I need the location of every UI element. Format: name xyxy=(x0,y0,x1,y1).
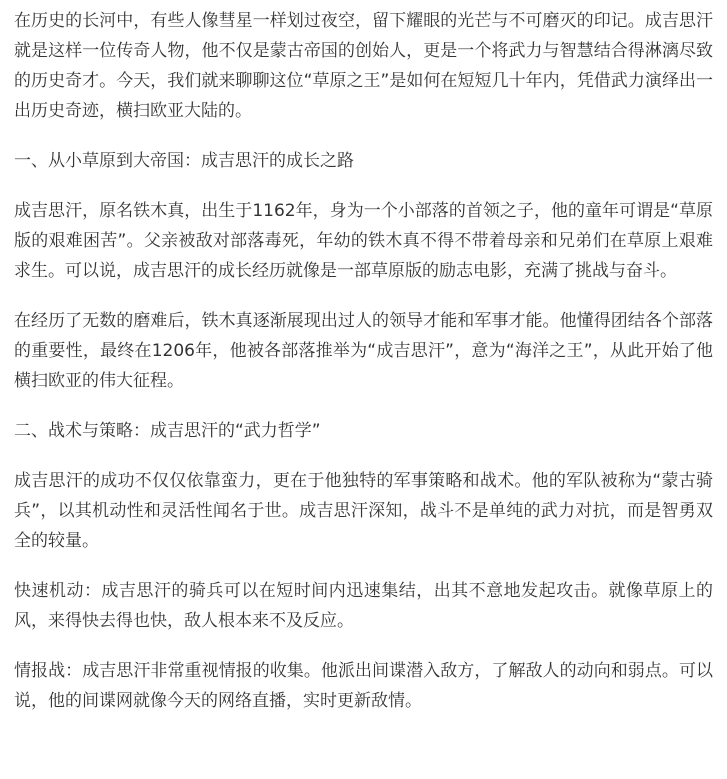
paragraph-mobility: 快速机动：成吉思汗的骑兵可以在短时间内迅速集结，出其不意地发起攻击。就像草原上的风，来得快去得也快，敌人根本来不及反应。 xyxy=(14,581,713,631)
paragraph-rise: 在经历了无数的磨难后，铁木真逐渐展现出过人的领导才能和军事才能。他懂得团结各个部落的重要性，最终在1206年，他被各部落推举为“成吉思汗”，意为“海洋之王”，从此开始了他横扫欧亚的伟大征程。 xyxy=(14,311,713,391)
section-heading-growth: 一、从小草原到大帝国：成吉思汗的成长之路 xyxy=(14,151,354,171)
section-heading-tactics: 二、战术与策略：成吉思汗的“武力哲学” xyxy=(14,421,321,441)
intro-paragraph: 在历史的长河中，有些人像彗星一样划过夜空，留下耀眼的光芒与不可磨灭的印记。成吉思汗就是这样一位传奇人物，他不仅是蒙古帝国的创始人，更是一个将武力与智慧结合得淋漓尽致的历史奇才。今天，我们就来聊聊这位“草原之王”是如何在短短几十年内，凭借武力演绎出一出历史奇迹，横扫欧亚大陆的。 xyxy=(14,11,713,121)
paragraph-strategy: 成吉思汗的成功不仅仅依靠蛮力，更在于他独特的军事策略和战术。他的军队被称为“蒙古骑兵”，以其机动性和灵活性闻名于世。成吉思汗深知，战斗不是单纯的武力对抗，而是智勇双全的较量。 xyxy=(14,471,713,551)
paragraph-intelligence: 情报战：成吉思汗非常重视情报的收集。他派出间谍潜入敌方，了解敌人的动向和弱点。可以说，他的间谍网就像今天的网络直播，实时更新敌情。 xyxy=(14,661,713,711)
paragraph-childhood: 成吉思汗，原名铁木真，出生于1162年，身为一个小部落的首领之子，他的童年可谓是“草原版的艰难困苦”。父亲被敌对部落毒死，年幼的铁木真不得不带着母亲和兄弟们在草原上艰难求生。可以说，成吉思汗的成长经历就像是一部草原版的励志电影，充满了挑战与奋斗。 xyxy=(14,201,713,281)
